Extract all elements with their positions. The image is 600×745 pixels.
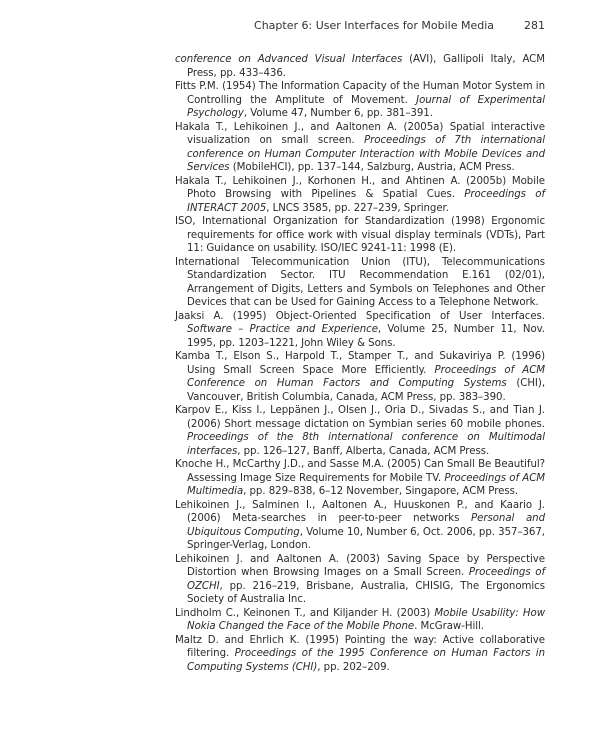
reference-text: , Volume 25, Number 11, Nov. 1995, pp. 1203–1221, John Wiley & Sons. (187, 324, 546, 349)
reference-italic-text: Proceedings of ACM Conference on Human Factors and Computing Systems (187, 364, 546, 389)
reference-italic-text: Proceedings of the 8th international conference on Multimodal interfaces (187, 432, 545, 457)
reference-entry (175, 215, 545, 256)
reference-text: , Volume 47, Number 6, pp. 381–391. (243, 108, 433, 119)
reference-italic-text: Proceedings of INTERACT 2005 (187, 189, 546, 214)
reference-italic-text: Software – Practice and Experience (187, 324, 378, 335)
reference-text: Hakala T., Lehikoinen J., and Aaltonen A. (2005a) Spatial interactive visualization on small screen. (175, 121, 545, 146)
reference-entry (175, 80, 545, 121)
reference-italic-text: Proceedings of the 1995 Conference on Human Factors in Computing Systems (CHI) (187, 648, 545, 673)
running-header (175, 19, 545, 32)
reference-text: , pp. 829–838, 6–12 November, Singapore, ACM Press. (243, 486, 519, 497)
reference-text: Kamba T., Elson S., Harpold T., Stamper T., and Sukaviriya P. (1996) Using Small Screen Space More Efficiently. (175, 351, 545, 376)
reference-text: , LNCS 3585, pp. 227–239, Springer. (266, 202, 449, 214)
reference-italic-text: conference on Advanced Visual Interfaces (175, 54, 403, 65)
page-number: 281 (524, 19, 545, 32)
reference-list (175, 53, 545, 674)
reference-entry (175, 53, 545, 80)
reference-entry (175, 256, 545, 310)
reference-text: (CHI), Vancouver, British Columbia, Canada, ACM Press, pp. 383–390. (187, 378, 546, 403)
reference-entry (175, 310, 545, 351)
reference-italic-text: Journal of Experimental Psychology (187, 94, 545, 119)
reference-text: (MobileHCI), pp. 137–144, Salzburg, Austria, ACM Press. (229, 162, 515, 173)
reference-text: (AVI), Gallipoli Italy, ACM Press, pp. 433–436. (187, 54, 545, 79)
reference-text: Jaaksi A. (1995) Object-Oriented Specification of User Interfaces. (175, 310, 545, 322)
reference-italic-text: Personal and Ubiquitous Computing (187, 513, 545, 538)
reference-entry (175, 634, 545, 675)
reference-italic-text: Mobile Usability: How Nokia Changed the Face of the Mobile Phone (187, 607, 546, 632)
reference-entry (175, 121, 545, 175)
reference-text: Knoche H., McCarthy J.D., and Sasse M.A. (2005) Can Small Be Beautiful? Assessing Image Size Requirements for Mobile TV. (175, 459, 545, 484)
reference-text: , pp. 202–209. (317, 661, 390, 673)
reference-entry (175, 553, 545, 607)
reference-text: Lindholm C., Keinonen T., and Kiljander H. (2003) (175, 607, 435, 619)
reference-text: Lehikoinen J. and Aaltonen A. (2003) Saving Space by Perspective Distortion when Browsing Images on a Small Screen. (175, 553, 545, 578)
reference-text: Karpov E., Kiss I., Leppänen J., Olsen J., Oria D., Sivadas S., and Tian J. (2006) Short message dictation on Symbian series 60 mobile phones. (175, 405, 545, 430)
reference-text: Hakala T., Lehikoinen J., Korhonen H., and Ahtinen A. (2005b) Mobile Photo Browsing with Pipelines & Spatial Cues. (175, 175, 545, 200)
chapter-title: Chapter 6: User Interfaces for Mobile Media (254, 19, 494, 32)
reference-entry (175, 175, 545, 216)
reference-text: Maltz D. and Ehrlich K. (1995) Pointing the way: Active collaborative filtering. (175, 634, 545, 659)
reference-text: Fitts P.M. (1954) The Information Capacity of the Human Motor System in Controlling the Amplitute of Movement. (175, 81, 545, 106)
reference-entry (175, 458, 545, 499)
reference-entry (175, 404, 545, 458)
reference-text: ISO, International Organization for Standardization (1998) Ergonomic requirements for office work with visual display terminals (VDTs), Part 11: Guidance on usability. ISO/IEC 9241-11: 1998 (E). (175, 216, 545, 254)
reference-italic-text: Proceedings of 7th international conference on Human Computer Interaction with Mobile Devices and Services (187, 135, 546, 173)
reference-italic-text: Proceedings of ACM Multimedia (187, 472, 546, 497)
reference-text: Lehikoinen J., Salminen I., Aaltonen A., Huuskonen P., and Kaario J. (2006) Meta-searches in peer-to-peer networks (175, 499, 545, 524)
reference-text: . McGraw-Hill. (414, 621, 484, 632)
reference-italic-text: Proceedings of OZCHI (187, 567, 545, 592)
reference-text: , pp. 126–127, Banff, Alberta, Canada, ACM Press. (237, 445, 490, 457)
reference-entry (175, 499, 545, 553)
reference-text: , pp. 216–219, Brisbane, Australia, CHISIG, The Ergonomics Society of Australia Inc. (187, 580, 545, 605)
reference-text: , Volume 10, Number 6, Oct. 2006, pp. 357–367, Springer-Verlag, London. (187, 526, 545, 551)
reference-entry (175, 350, 545, 404)
reference-text: International Telecommunication Union (ITU), Telecommunications Standardization Sector. ITU Recommendation E.161 (02/01), Arrangement of Digits, Letters and Symbols on Telephones and Other Devices that can be Used for Gaining Access to a Telephone Network. (175, 256, 545, 308)
reference-entry (175, 607, 545, 634)
